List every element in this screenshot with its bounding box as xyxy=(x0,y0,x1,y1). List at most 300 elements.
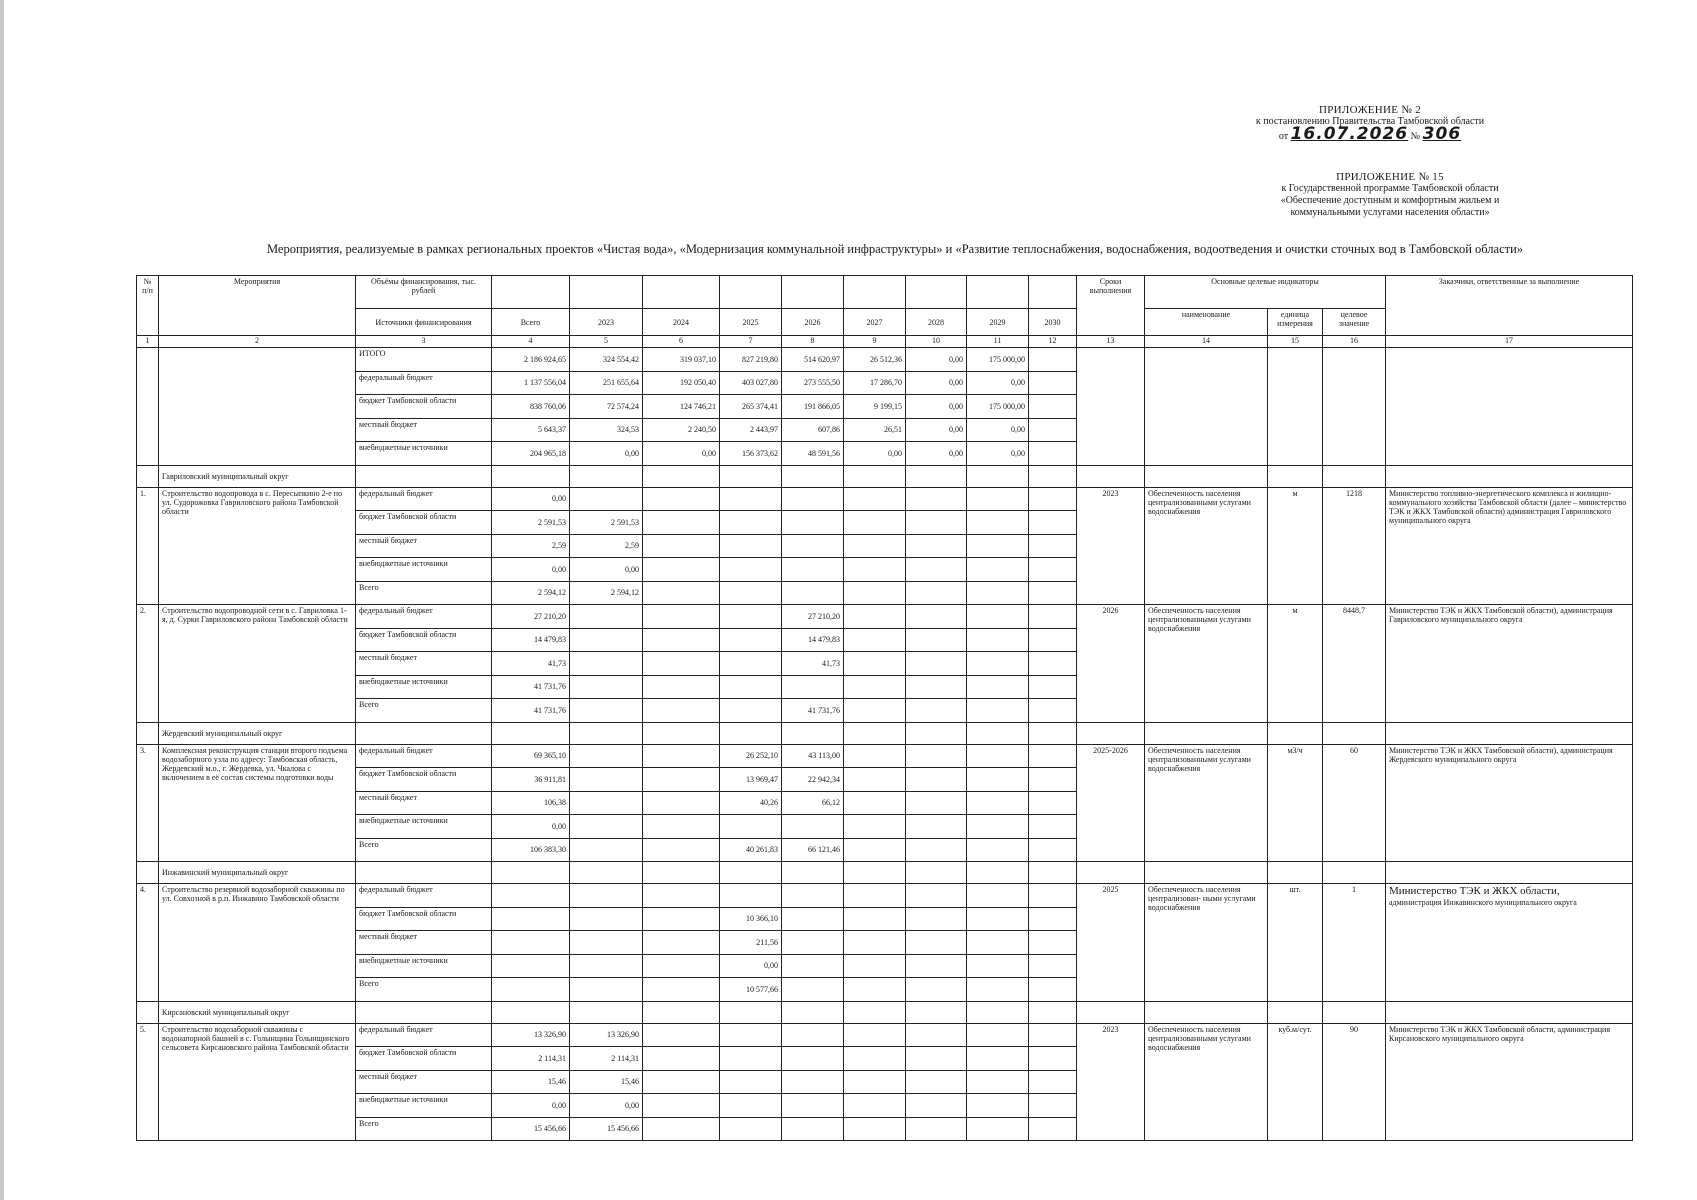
value-cell xyxy=(782,581,844,605)
value-cell: 14 479,83 xyxy=(782,628,844,652)
column-numbers-row xyxy=(137,336,1633,348)
value-cell xyxy=(492,978,570,1002)
value-cell xyxy=(967,978,1029,1002)
project-row xyxy=(137,605,1633,629)
value-cell: 36 911,81 xyxy=(492,768,570,792)
value-cell xyxy=(720,511,782,535)
value-cell xyxy=(570,652,643,676)
value-cell xyxy=(844,1094,906,1118)
empty-cell xyxy=(137,722,159,744)
value-cell xyxy=(906,768,967,792)
empty-cell xyxy=(844,465,906,487)
value-cell: 273 555,50 xyxy=(782,371,844,395)
value-cell xyxy=(844,907,906,931)
col-number: 7 xyxy=(720,336,782,348)
col-ind-target: целевое значение xyxy=(1323,309,1386,336)
value-cell xyxy=(1029,744,1077,768)
empty-cell xyxy=(137,862,159,884)
project-target: 60 xyxy=(1323,744,1386,862)
value-cell xyxy=(906,744,967,768)
value-cell xyxy=(570,815,643,839)
value-cell xyxy=(570,699,643,723)
value-cell xyxy=(720,815,782,839)
col-number: 4 xyxy=(492,336,570,348)
value-cell xyxy=(967,675,1029,699)
value-cell: 2 594,12 xyxy=(570,581,643,605)
project-indicator: Обеспеченность населения централизованными услугами водоснабжения xyxy=(1145,744,1268,862)
empty-cell xyxy=(720,465,782,487)
value-cell xyxy=(906,558,967,582)
value-cell xyxy=(1029,791,1077,815)
empty-cell xyxy=(906,862,967,884)
value-cell xyxy=(1029,1023,1077,1047)
empty-cell xyxy=(906,465,967,487)
value-cell xyxy=(720,675,782,699)
col-number: 15 xyxy=(1268,336,1323,348)
value-cell xyxy=(844,931,906,955)
value-cell xyxy=(570,605,643,629)
value-cell xyxy=(906,511,967,535)
project-row xyxy=(137,1023,1633,1047)
district-name: Кирсановский муниципальный округ xyxy=(159,1001,356,1023)
empty-cell xyxy=(844,722,906,744)
district-row xyxy=(137,722,1633,744)
value-cell: 0,00 xyxy=(906,348,967,372)
empty-cell xyxy=(1029,1001,1077,1023)
value-cell xyxy=(782,954,844,978)
value-cell xyxy=(967,1023,1029,1047)
project-number: 3. xyxy=(137,744,159,862)
source-label: бюджет Тамбовской области xyxy=(356,628,492,652)
value-cell xyxy=(570,628,643,652)
value-cell xyxy=(643,744,720,768)
value-cell xyxy=(782,1023,844,1047)
value-cell: 192 050,40 xyxy=(643,371,720,395)
project-target: 1218 xyxy=(1323,487,1386,605)
value-cell: 265 374,41 xyxy=(720,395,782,419)
value-cell xyxy=(1029,1094,1077,1118)
value-cell xyxy=(844,954,906,978)
header-row-1 xyxy=(137,276,1633,309)
col-year-2024: 2024 xyxy=(643,309,720,336)
value-cell xyxy=(844,1047,906,1071)
source-label: местный бюджет xyxy=(356,1070,492,1094)
empty-cell xyxy=(1077,348,1145,466)
source-label: федеральный бюджет xyxy=(356,884,492,908)
empty-cell xyxy=(137,348,159,466)
value-cell xyxy=(643,838,720,862)
value-cell xyxy=(643,581,720,605)
value-cell xyxy=(1029,1117,1077,1141)
value-cell xyxy=(782,978,844,1002)
value-cell xyxy=(643,1047,720,1071)
project-indicator: Обеспеченность населения централизованными услугами водоснабжения xyxy=(1145,1023,1268,1141)
value-cell xyxy=(720,628,782,652)
value-cell: 15 456,66 xyxy=(492,1117,570,1141)
col-sources: Источники финансирования xyxy=(356,309,492,336)
col-num: № п/п xyxy=(137,276,159,336)
value-cell: 175 000,00 xyxy=(967,395,1029,419)
value-cell xyxy=(643,605,720,629)
value-cell xyxy=(967,534,1029,558)
value-cell: 827 219,80 xyxy=(720,348,782,372)
value-cell xyxy=(906,884,967,908)
empty-cell xyxy=(1077,465,1145,487)
value-cell xyxy=(720,558,782,582)
value-cell: 41 731,76 xyxy=(492,699,570,723)
empty-cell xyxy=(1323,722,1386,744)
value-cell xyxy=(906,1047,967,1071)
value-cell xyxy=(643,931,720,955)
project-customer: Министерство ТЭК и ЖКХ Тамбовской области, администрация Кирсановского муниципального округа xyxy=(1386,1023,1633,1141)
value-cell: 211,56 xyxy=(720,931,782,955)
empty-cell xyxy=(906,1001,967,1023)
value-cell: 72 574,24 xyxy=(570,395,643,419)
value-cell xyxy=(782,487,844,511)
district-row xyxy=(137,862,1633,884)
value-cell xyxy=(844,652,906,676)
value-cell xyxy=(643,487,720,511)
value-cell xyxy=(1029,884,1077,908)
empty-cell xyxy=(967,722,1029,744)
value-cell: 13 326,90 xyxy=(570,1023,643,1047)
col-year-2030: 2030 xyxy=(1029,309,1077,336)
source-label: ИТОГО xyxy=(356,348,492,372)
value-cell xyxy=(1029,954,1077,978)
source-label: бюджет Тамбовской области xyxy=(356,395,492,419)
empty-cell xyxy=(570,465,643,487)
col-number: 16 xyxy=(1323,336,1386,348)
empty-cell xyxy=(1029,722,1077,744)
col-number: 2 xyxy=(159,336,356,348)
district-row xyxy=(137,465,1633,487)
value-cell xyxy=(1029,652,1077,676)
value-cell xyxy=(967,487,1029,511)
empty-cell xyxy=(492,465,570,487)
source-label: местный бюджет xyxy=(356,534,492,558)
source-label: Всего xyxy=(356,581,492,605)
empty-cell xyxy=(356,722,492,744)
value-cell xyxy=(570,791,643,815)
value-cell xyxy=(782,1047,844,1071)
col-number: 5 xyxy=(570,336,643,348)
itogo-row xyxy=(137,348,1633,372)
value-cell xyxy=(643,1117,720,1141)
value-cell: 0,00 xyxy=(906,371,967,395)
value-cell: 0,00 xyxy=(570,558,643,582)
empty-header-cell xyxy=(720,276,782,309)
value-cell: 41 731,76 xyxy=(782,699,844,723)
value-cell xyxy=(906,652,967,676)
value-cell: 0,00 xyxy=(720,954,782,978)
value-cell: 106 383,30 xyxy=(492,838,570,862)
empty-cell xyxy=(356,465,492,487)
empty-cell xyxy=(492,1001,570,1023)
col-number: 11 xyxy=(967,336,1029,348)
value-cell xyxy=(844,744,906,768)
empty-cell xyxy=(844,862,906,884)
value-cell: 204 965,18 xyxy=(492,442,570,466)
empty-cell xyxy=(720,862,782,884)
value-cell xyxy=(643,954,720,978)
value-cell xyxy=(1029,815,1077,839)
handwritten-date: 16.07.2026 xyxy=(1290,124,1409,144)
value-cell xyxy=(1029,395,1077,419)
col-indicators: Основные целевые индикаторы xyxy=(1145,276,1386,309)
value-cell: 2 594,12 xyxy=(492,581,570,605)
value-cell xyxy=(906,699,967,723)
col-activity: Мероприятия xyxy=(159,276,356,336)
value-cell xyxy=(720,884,782,908)
value-cell xyxy=(906,581,967,605)
empty-header-cell xyxy=(570,276,643,309)
value-cell: 14 479,83 xyxy=(492,628,570,652)
source-label: Всего xyxy=(356,699,492,723)
col-number: 13 xyxy=(1077,336,1145,348)
value-cell xyxy=(492,907,570,931)
value-cell xyxy=(1029,487,1077,511)
project-customer xyxy=(1386,884,1633,1002)
value-cell xyxy=(643,558,720,582)
project-customer: Министерство ТЭК и ЖКХ Тамбовской области), администрация Гавриловского муниципального округа xyxy=(1386,605,1633,723)
empty-header-cell xyxy=(844,276,906,309)
empty-cell xyxy=(967,862,1029,884)
empty-cell xyxy=(782,862,844,884)
value-cell: 0,00 xyxy=(967,442,1029,466)
value-cell xyxy=(906,487,967,511)
col-volume: Объёмы финансирования, тыс. рублей xyxy=(356,276,492,309)
empty-cell xyxy=(782,722,844,744)
value-cell: 27 210,20 xyxy=(492,605,570,629)
value-cell xyxy=(967,744,1029,768)
empty-cell xyxy=(492,722,570,744)
value-cell xyxy=(1029,675,1077,699)
value-cell xyxy=(570,884,643,908)
value-cell xyxy=(1029,442,1077,466)
value-cell xyxy=(967,768,1029,792)
appendix-15-header xyxy=(1250,171,1530,219)
empty-cell xyxy=(1077,722,1145,744)
value-cell: 5 643,37 xyxy=(492,418,570,442)
number-prefix: № xyxy=(1410,131,1421,142)
empty-cell xyxy=(1029,465,1077,487)
value-cell: 0,00 xyxy=(570,1094,643,1118)
value-cell xyxy=(720,605,782,629)
appendix-2-header xyxy=(1240,104,1500,143)
value-cell xyxy=(906,907,967,931)
value-cell xyxy=(967,1047,1029,1071)
project-number: 2. xyxy=(137,605,159,723)
empty-cell xyxy=(1145,722,1268,744)
value-cell: 40 261,83 xyxy=(720,838,782,862)
value-cell xyxy=(782,534,844,558)
value-cell: 69 365,10 xyxy=(492,744,570,768)
value-cell: 0,00 xyxy=(906,418,967,442)
value-cell xyxy=(844,675,906,699)
empty-cell xyxy=(720,722,782,744)
value-cell xyxy=(1029,348,1077,372)
source-label: федеральный бюджет xyxy=(356,1023,492,1047)
value-cell xyxy=(967,1070,1029,1094)
value-cell xyxy=(967,581,1029,605)
value-cell xyxy=(967,1094,1029,1118)
value-cell xyxy=(906,978,967,1002)
empty-cell xyxy=(1323,862,1386,884)
value-cell xyxy=(906,815,967,839)
value-cell: 324,53 xyxy=(570,418,643,442)
value-cell xyxy=(967,699,1029,723)
value-cell xyxy=(1029,978,1077,1002)
empty-cell xyxy=(1029,862,1077,884)
project-term: 2025-2026 xyxy=(1077,744,1145,862)
empty-cell xyxy=(1145,465,1268,487)
project-unit: шт. xyxy=(1268,884,1323,1002)
appendix-15-line2: «Обеспечение доступным и комфортным жильем и xyxy=(1280,195,1500,206)
value-cell xyxy=(906,1023,967,1047)
value-cell xyxy=(492,931,570,955)
value-cell: 41,73 xyxy=(492,652,570,676)
value-cell xyxy=(643,1070,720,1094)
value-cell xyxy=(782,931,844,955)
value-cell xyxy=(492,954,570,978)
value-cell xyxy=(643,978,720,1002)
project-number: 1. xyxy=(137,487,159,605)
source-label: федеральный бюджет xyxy=(356,744,492,768)
source-label: внебюджетные источники xyxy=(356,442,492,466)
value-cell xyxy=(643,768,720,792)
source-label: местный бюджет xyxy=(356,931,492,955)
value-cell: 0,00 xyxy=(492,1094,570,1118)
value-cell xyxy=(906,605,967,629)
empty-cell xyxy=(1077,862,1145,884)
project-number: 4. xyxy=(137,884,159,1002)
project-target: 90 xyxy=(1323,1023,1386,1141)
value-cell xyxy=(643,628,720,652)
empty-cell xyxy=(1145,1001,1268,1023)
appendix-15-title: ПРИЛОЖЕНИЕ № 15 xyxy=(1336,171,1444,183)
project-indicator: Обеспеченность населения централизованными услугами водоснабжения xyxy=(1145,605,1268,723)
empty-cell xyxy=(137,1001,159,1023)
source-label: Всего xyxy=(356,838,492,862)
value-cell xyxy=(643,511,720,535)
value-cell xyxy=(844,1117,906,1141)
col-number: 8 xyxy=(782,336,844,348)
district-name: Инжавинский муниципальный округ xyxy=(159,862,356,884)
value-cell xyxy=(1029,838,1077,862)
empty-cell xyxy=(1386,1001,1633,1023)
value-cell xyxy=(844,978,906,1002)
value-cell xyxy=(643,884,720,908)
value-cell: 2 443,97 xyxy=(720,418,782,442)
value-cell: 0,00 xyxy=(906,442,967,466)
value-cell xyxy=(643,1023,720,1047)
value-cell: 13 326,90 xyxy=(492,1023,570,1047)
value-cell xyxy=(906,675,967,699)
value-cell: 124 746,21 xyxy=(643,395,720,419)
empty-cell xyxy=(137,465,159,487)
empty-cell xyxy=(159,348,356,466)
value-cell xyxy=(967,511,1029,535)
value-cell: 10 366,10 xyxy=(720,907,782,931)
value-cell: 2 591,53 xyxy=(492,511,570,535)
empty-header-cell xyxy=(492,276,570,309)
value-cell xyxy=(570,487,643,511)
value-cell: 838 760,06 xyxy=(492,395,570,419)
value-cell xyxy=(782,907,844,931)
value-cell xyxy=(906,954,967,978)
value-cell xyxy=(967,791,1029,815)
empty-cell xyxy=(1145,348,1268,466)
empty-cell xyxy=(570,862,643,884)
source-label: внебюджетные источники xyxy=(356,675,492,699)
value-cell: 2,59 xyxy=(570,534,643,558)
value-cell xyxy=(782,558,844,582)
value-cell: 319 037,10 xyxy=(643,348,720,372)
col-customers: Заказчики, ответственные за выполнение xyxy=(1386,276,1633,336)
col-number: 1 xyxy=(137,336,159,348)
value-cell: 0,00 xyxy=(967,371,1029,395)
value-cell xyxy=(967,815,1029,839)
project-target: 1 xyxy=(1323,884,1386,1002)
project-unit: м xyxy=(1268,487,1323,605)
empty-cell xyxy=(782,465,844,487)
col-number: 6 xyxy=(643,336,720,348)
value-cell xyxy=(906,1094,967,1118)
value-cell xyxy=(720,652,782,676)
value-cell xyxy=(720,1094,782,1118)
empty-cell xyxy=(1386,722,1633,744)
value-cell xyxy=(844,487,906,511)
empty-cell xyxy=(1145,862,1268,884)
value-cell xyxy=(720,581,782,605)
measures-table xyxy=(136,275,1633,1141)
value-cell xyxy=(1029,628,1077,652)
customer-ministry: Министерство ТЭК и ЖКХ области, xyxy=(1389,885,1560,897)
empty-cell xyxy=(356,862,492,884)
empty-cell xyxy=(1268,862,1323,884)
value-cell xyxy=(906,791,967,815)
value-cell xyxy=(720,699,782,723)
value-cell xyxy=(643,534,720,558)
col-number: 12 xyxy=(1029,336,1077,348)
empty-cell xyxy=(356,1001,492,1023)
value-cell: 66,12 xyxy=(782,791,844,815)
value-cell xyxy=(1029,768,1077,792)
value-cell xyxy=(967,652,1029,676)
value-cell xyxy=(643,815,720,839)
project-name: Строительство водопроводной сети в с. Гавриловка 1-я, д. Сурки Гавриловского района Тамбовской области xyxy=(159,605,356,723)
project-name: Строительство водопровода в с. Пересыпкино 2-е по ул. Судорожовка Гавриловского района Тамбовской области xyxy=(159,487,356,605)
document-title: Мероприятия, реализуемые в рамках региональных проектов «Чистая вода», «Модернизация коммунальной инфраструктуры» и «Развитие теплоснабжения, водоснабжения, водоотведения и очистки сточных вод в Тамбовской области» xyxy=(266,242,1524,256)
col-year-2027: 2027 xyxy=(844,309,906,336)
value-cell xyxy=(720,534,782,558)
empty-cell xyxy=(1386,862,1633,884)
col-ind-name: наименование xyxy=(1145,309,1268,336)
project-term: 2025 xyxy=(1077,884,1145,1002)
value-cell: 251 655,64 xyxy=(570,371,643,395)
empty-cell xyxy=(643,862,720,884)
project-unit: куб.м/сут. xyxy=(1268,1023,1323,1141)
value-cell xyxy=(967,605,1029,629)
value-cell xyxy=(1029,534,1077,558)
col-ind-unit: единица измерения xyxy=(1268,309,1323,336)
value-cell: 1 137 556,04 xyxy=(492,371,570,395)
value-cell: 607,86 xyxy=(782,418,844,442)
source-label: внебюджетные источники xyxy=(356,1094,492,1118)
value-cell xyxy=(1029,418,1077,442)
col-year-2026: 2026 xyxy=(782,309,844,336)
value-cell xyxy=(570,978,643,1002)
